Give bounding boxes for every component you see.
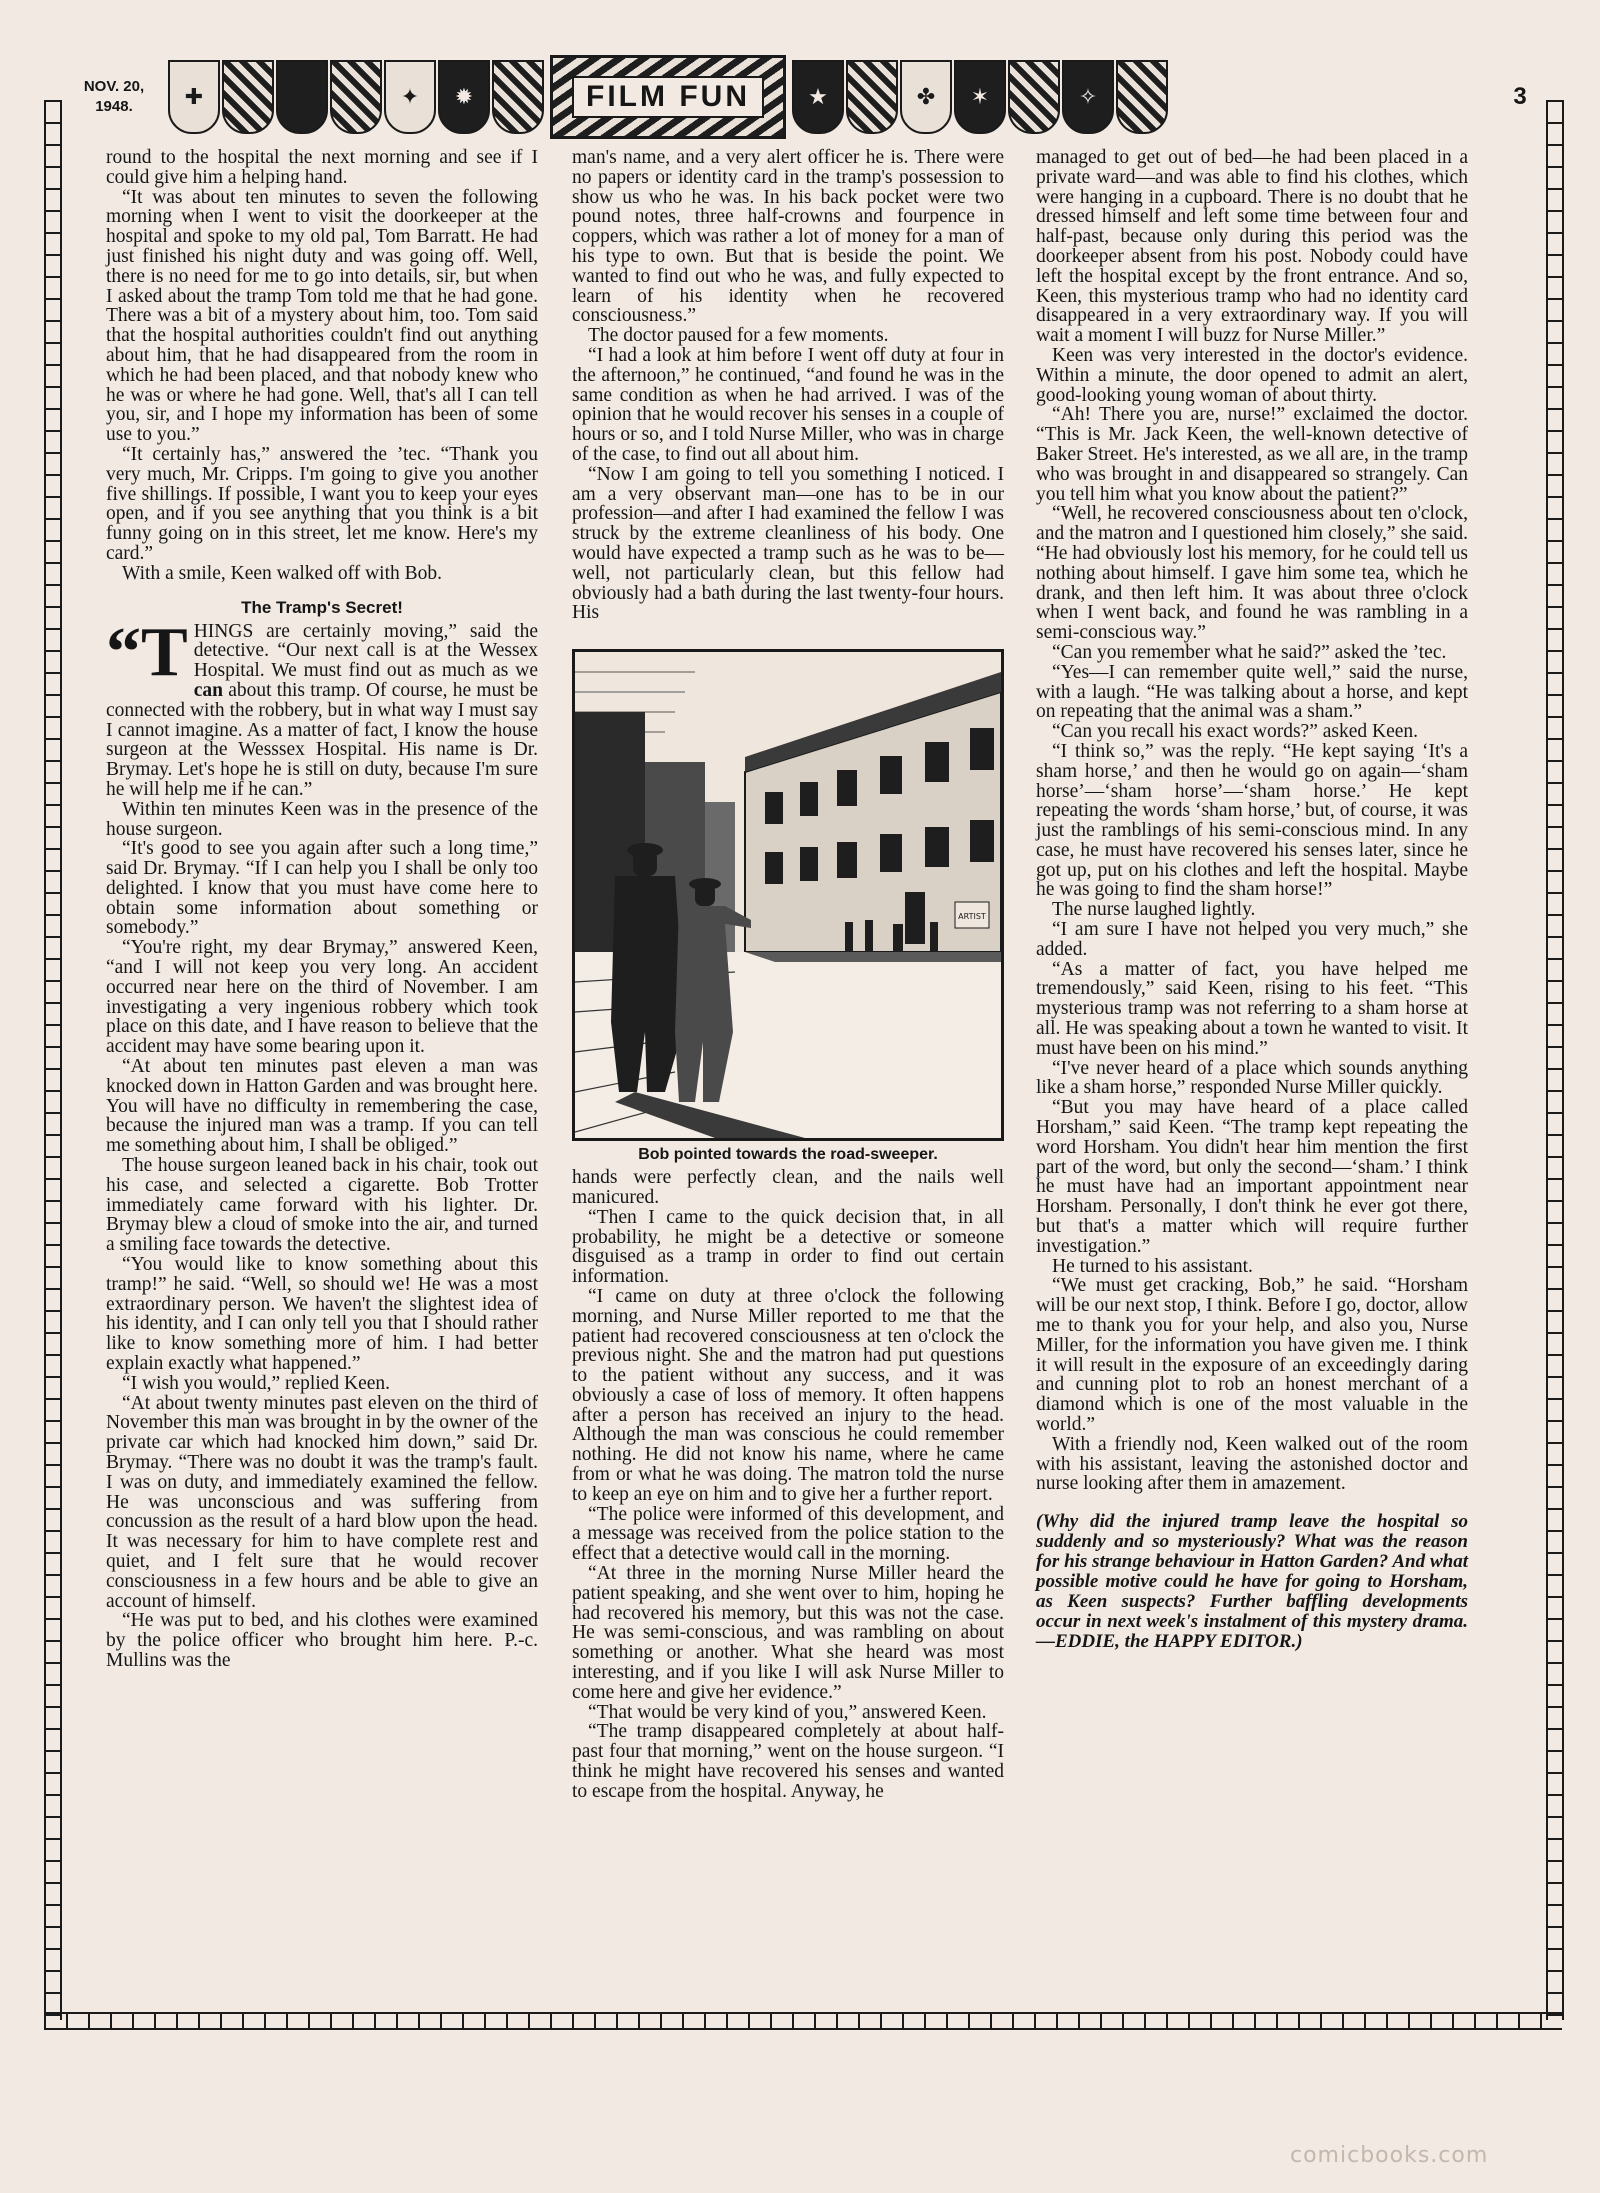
paragraph: “I came on duty at three o'clock the following morning, and Nurse Miller reported to me that the patient had recovered consciousness at ten o'clock the previous night. She and the matron had put questions to the patient without any success, and it was obviously a case of loss of memory. It often happens after a person has received an injury to the head. Although the man was conscious he could remember nothing. He did not know his name, where he came from or what he was doing. The matron told the nurse to keep an eye on him and to give her a further report. <box>572 1285 1004 1505</box>
shields-left <box>168 60 544 134</box>
paragraph: “The police were informed of this development, and a message was received from the police station to the effect that a detective would call in the morning. <box>572 1503 1004 1565</box>
paragraph: “But you may have heard of a place called Horsham,” said Keen. “The tramp kept repeating the word Horsham. You didn't hear him mention the first part of the word, but only the second—‘sham.’ I think he must have had an important appointment near Horsham. Personally, I don't think he ever got there, but that's a matter which will require further investigation.” <box>1036 1097 1468 1257</box>
paragraph: hands were perfectly clean, and the nails well manicured. <box>572 1167 1004 1208</box>
sun-shield-icon: ✹ <box>438 60 490 134</box>
page-number: 3 <box>1513 83 1527 110</box>
paragraph: “At about twenty minutes past eleven on the third of November this man was brought in by the owner of the private car which had knocked him down,” said Dr. Brymay. “There was no doubt it was the tramp's fault. I was on duty, and immediately examined the fellow. He was unconscious and was suffering from concussion as the result of a hard blow upon the head. It was necessary for him to have complete rest and quiet, and I felt sure that he would recover consciousness in a few hours and be able to give an account of himself. <box>106 1392 538 1612</box>
paragraph: “Yes—I can remember quite well,” said the nurse, with a laugh. “He was talking about a horse, and kept on repeating that the animal was a sham.” <box>1036 661 1468 723</box>
paragraph: “You would like to know something about this tramp!” he said. “Well, so should we! He was a most extraordinary person. We haven't the slightest idea of his identity, and I can only tell you that I should rather like to know something more of him. I had better explain exactly what happened.” <box>106 1254 538 1375</box>
paragraph: managed to get out of bed—he had been placed in a private ward—and was able to find his clothes, which were hanging in a cupboard. There is no doubt that he dressed himself and left some time between four and half-past, because only during this period was the doorkeeper absent from his post. Nobody could have left the hospital except by the front entrance. And so, Keen, this mysterious tramp who had no identity card disappeared in a very extraordinary way. If you will wait a moment I will buzz for Nurse Miller.” <box>1036 147 1468 347</box>
stars-shield-icon: ✶ <box>954 60 1006 134</box>
stripe-shield-icon <box>1008 60 1060 134</box>
issue-date <box>60 77 168 117</box>
paragraph: “That would be very kind of you,” answered Keen. <box>588 1701 987 1723</box>
cross-shield-icon: ✚ <box>168 60 220 134</box>
paragraph: “At three in the morning Nurse Miller heard the patient speaking, and she went over to him, hoping he had recovered his memory, but this was not the case. He was semi-conscious, and was rambling on about something or another. What she heard was most interesting, and if you like I will ask Nurse Miller to come here and give her evidence.” <box>572 1563 1004 1703</box>
stripe-shield-icon <box>330 60 382 134</box>
paragraph: “Can you remember what he said?” asked the ’tec. <box>1052 641 1447 663</box>
stripe-shield-icon <box>492 60 544 134</box>
column-2 <box>572 148 1004 1802</box>
leaf-shield-icon: ✤ <box>900 60 952 134</box>
paragraph: The house surgeon leaned back in his chair, took out his case, and selected a cigarette. Bob Trotter immediately came forward with his lighter. Dr. Brymay blew a cloud of smoke into the air, and turned a smiling face towards the detective. <box>106 1155 538 1256</box>
paragraph: “I had a look at him before I went off duty at four in the afternoon,” he continued, “and found he was in the same condition as when he had arrived. I was of the opinion that he would recover his senses in a couple of hours or so, and I told Nurse Miller, who was in charge of the case, to find out all about him. <box>572 344 1004 465</box>
paragraph-text: HINGS are certainly moving,” said the detective. “Our next call is at the Wessex Hospital. We must find out as much as we <box>193 620 538 682</box>
paragraph: “Can you recall his exact words?” asked Keen. <box>1052 721 1419 743</box>
paragraph: The doctor paused for a few moments. <box>588 325 889 347</box>
paragraph: “Well, he recovered consciousness about ten o'clock, and the matron and I questioned him closely,” she said. “He had obviously lost his memory, for he could tell us nothing about himself. I gave him some tea, which he drank, and then left him. It was about three o'clock when I went back, and found he was rambling in a semi-conscious way.” <box>1036 503 1468 644</box>
paragraph: Within ten minutes Keen was in the presence of the house surgeon. <box>106 798 538 840</box>
paragraph: “At about ten minutes past eleven a man was knocked down in Hatton Garden and was brought here. You will have no difficulty in remembering the case, because the injured man was a tramp. If you can tell me something about him, I shall be obliged.” <box>106 1056 538 1157</box>
paragraph: “I've never heard of a place which sounds anything like a sham horse,” responded Nurse Miller quickly. <box>1036 1057 1468 1099</box>
right-border <box>1546 100 1564 2020</box>
stripe-shield-icon <box>222 60 274 134</box>
paragraph: Keen was very interested in the doctor's evidence. Within a minute, the door opened to admit an alert, good-looking young woman of about thirty. <box>1036 344 1468 406</box>
paragraph-text: about this tramp. Of course, he must be connected with the robbery, but in what way I must say I cannot imagine. As a matter of fact, I know the house surgeon at the Wesssex Hospital. His name is Dr. Brymay. Let's hope he is still on duty, because I'm sure he will help me if he can.” <box>106 679 538 800</box>
shop-sign: ARTIST <box>958 912 986 922</box>
paragraph: “It was about ten minutes to seven the following morning when I went to visit the doorkeeper at the hospital and spoke to my old pal, Tom Barratt. He had just finished his night duty and was going off. Well, there is no need for me to go into details, sir, but when I asked about the tramp Tom told me that he had gone. There was a bit of a mystery about him, too. Tom said that the hospital authorities couldn't find out anything about him, that he had disappeared from the room in which he had been placed, and that nobody knew who he was or where he had gone. Well, that's all I can tell you, sir, and I hope my information has been of some use to you.” <box>106 186 538 446</box>
paragraph: “He was put to bed, and his clothes were examined by the police officer who brought him here. P.-c. Mullins was the <box>106 1610 538 1671</box>
paragraph-dropcap <box>106 613 538 800</box>
street-scene-illustration <box>572 649 1004 1141</box>
illustration <box>572 649 1004 1164</box>
paragraph: “Now I am going to tell you something I noticed. I am a very observant man—one has to be in our profession—and after I had examined the fellow I was struck by the extreme cleanliness of his body. One would have expected a tramp such as he was to be—well, not particularly clean, but this fellow had obviously had a bath during the last twenty-four hours. His <box>572 463 1004 624</box>
illustration-caption: Bob pointed towards the road-sweeper. <box>638 1146 938 1164</box>
paragraph: “I wish you would,” replied Keen. <box>122 1372 391 1394</box>
paragraph: man's name, and a very alert officer he is. There were no papers or identity card in the tramp's possession to show us who he was. In his back pocket were two pound notes, three half-crowns and fourpence in coppers, which was rather a lot of money for a man of his type to own. But that is beside the point. We wanted to find out who he was, and fully expected to learn of his identity when he recovered consciousness.” <box>572 147 1004 327</box>
title-union-flag <box>550 55 786 139</box>
paragraph: “It certainly has,” answered the ’tec. “Thank you very much, Mr. Cripps. I'm going to give you another five shillings. If possible, I want you to keep your eyes open, and if you see anything that you think is a bit funny going on in this street, let me know. Here's my card.” <box>106 443 538 564</box>
paragraph: “Ah! There you are, nurse!” exclaimed the doctor. “This is Mr. Jack Keen, the well-known detective of Baker Street. He's interested, as we all are, in the tramp who was brought in and disappeared so strangely. Can you tell him what you know about the patient?” <box>1036 404 1468 505</box>
paragraph: “We must get cracking, Bob,” he said. “Horsham will be our next stop, I think. Before I go, doctor, allow me to thank you for your help, and also you, Nurse Miller, for the information you have given me. I think it will result in the exposure of an exceedingly daring and cunning plot to rob an honest merchant of a diamond which is one of the most valuable in the world.” <box>1036 1275 1468 1435</box>
bottom-border <box>44 2012 1562 2030</box>
paragraph: The nurse laughed lightly. <box>1052 899 1256 921</box>
column-1 <box>106 148 538 1671</box>
paragraph: “It's good to see you again after such a long time,” said Dr. Brymay. “If I can help you I shall be only too delighted. I know that you must have come here to obtain some information about something or somebody.” <box>106 838 538 939</box>
drop-cap: “T <box>106 613 188 691</box>
paragraph: “As a matter of fact, you have helped me tremendously,” said Keen, rising to his feet. “This mysterious tramp was not referring to a sham horse at all. He was speaking about a town he wanted to visit. It must have been on his mind.” <box>1036 958 1468 1059</box>
left-border <box>44 100 62 2020</box>
paragraph: “The tramp disappeared completely at about half-past four that morning,” went on the house surgeon. “I think he might have recovered his senses and wanted to escape from the hospital. Anyway, he <box>572 1721 1004 1802</box>
bar-shield-icon <box>276 60 328 134</box>
watermark: comicbooks.com <box>1290 2143 1489 2168</box>
paragraph: “I am sure I have not helped you very much,” she added. <box>1036 919 1468 960</box>
paragraph: “Then I came to the quick decision that, in all probability, he might be a detective or someone disguised as a tramp in order to find out certain information. <box>572 1206 1004 1288</box>
shields-right <box>792 60 1168 134</box>
stripe-shield-icon <box>1116 60 1168 134</box>
column-3 <box>1036 148 1468 1652</box>
bold-word: can <box>193 679 223 701</box>
stripe-shield-icon <box>846 60 898 134</box>
paragraph: With a smile, Keen walked off with Bob. <box>122 562 442 584</box>
magazine-title: FILM FUN <box>572 76 764 118</box>
editor-note: (Why did the injured tramp leave the hospital so suddenly and so mysteriously? What was the reason for his strange behaviour in Hatton Garden? And what possible motive could he have for going to Horsham, as Keen suspects? Further baffling developments occur in next week's instalment of this mystery drama.—EDDIE, the HAPPY EDITOR.) <box>1036 1511 1468 1653</box>
section-heading: The Tramp's Secret! <box>241 597 403 617</box>
paragraph: “I think so,” was the reply. “He kept saying ‘It's a sham horse,’ and then he would go on again—‘sham horse’—‘sham horse’—‘sham horse.’ He kept repeating the words ‘sham horse,’ but, of course, it was just the ramblings of his semi-conscious mind. In any case, he must have recovered his senses later, since he got up, put on his clothes and left the hospital. Maybe he was going to find the sham horse!” <box>1036 740 1468 901</box>
paragraph: round to the hospital the next morning and see if I could give him a helping hand. <box>106 147 538 188</box>
paragraph: He turned to his assistant. <box>1052 1255 1253 1277</box>
issue-date-year: 1948. <box>95 98 133 115</box>
paragraph: “You're right, my dear Brymay,” answered Keen, “and I will not keep you very long. An accident occurred near here on the third of November. I am investigating a very ingenious robbery which took place on this date, and I have reason to believe that the accident may have some bearing upon it. <box>106 937 538 1058</box>
star-shield-icon: ★ <box>792 60 844 134</box>
eagle-shield-icon: ✦ <box>384 60 436 134</box>
header-banner <box>60 52 1550 142</box>
springbok-shield-icon: ✧ <box>1062 60 1114 134</box>
issue-date-day: NOV. 20, <box>83 78 145 95</box>
paragraph: With a friendly nod, Keen walked out of the room with his assistant, leaving the astonished doctor and nurse looking after them in amazement. <box>1036 1433 1468 1495</box>
